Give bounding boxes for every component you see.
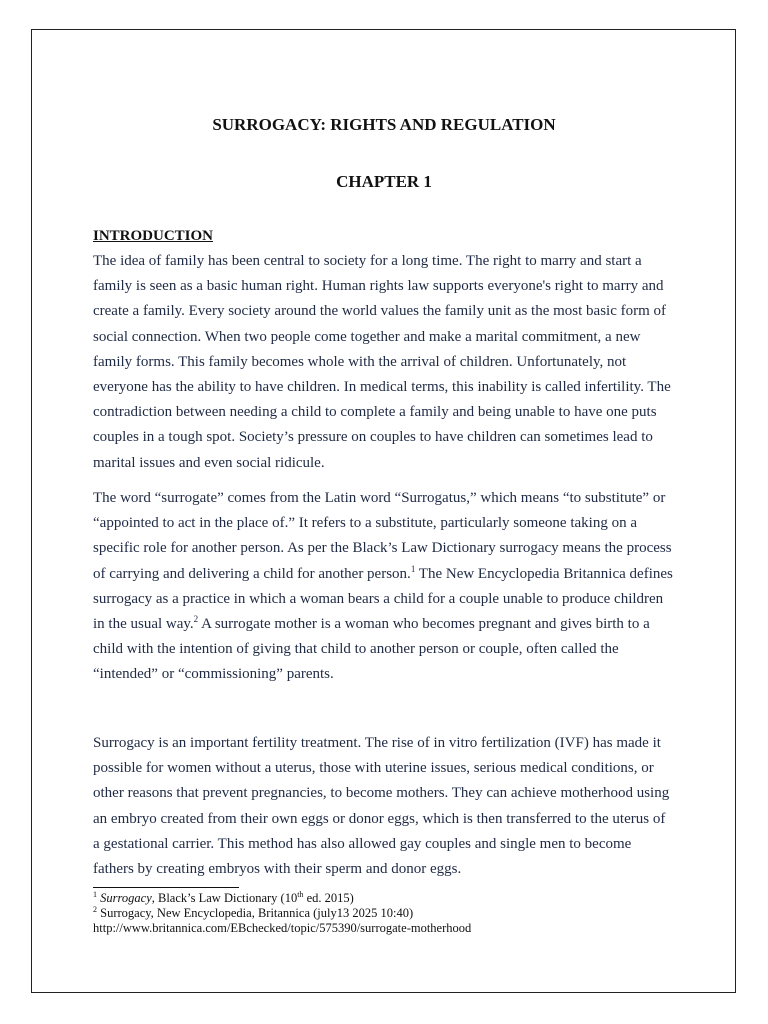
footnote-citation-title: Surrogacy (100, 891, 152, 905)
footnote-text: Surrogacy, New Encyclopedia, Britannica (july13 2025 10:40) (97, 906, 414, 920)
footnotes (93, 891, 683, 936)
paragraph-text: The word “surrogate” comes from the Latin word “Surrogatus,” which means “to substitute” or “appointed to act in the place of.” It refers to a substitute, particularly someone taking on a specific role for another person. As per the Black’s Law Dictionary surrogacy means the process of carrying and delivering a child for another person. (93, 490, 672, 582)
footnote-mark: 2 (93, 904, 97, 914)
footnote-reference-1[interactable]: 1 (410, 563, 416, 574)
paragraph-family: The idea of family has been central to society for a long time. The right to marry and start a family is seen as a basic human right. Human rights law supports everyone's right to marry and create a family. Every society around the world values the family unit as the most basic form of social connection. When two people come together and make a marital commitment, a new family forms. This family becomes whole with the arrival of children. Unfortunately, not everyone has the ability to have children. In medical terms, this inability is called infertility. The contradiction between needing a child to complete a family and being unable to have one puts couples in a tough spot. Society’s pressure on couples to have children can sometimes lead to marital issues and even social ridicule. (93, 253, 671, 471)
footnote-text: , Black’s Law Dictionary (10 (151, 891, 298, 905)
paragraph-text: The New Encyclopedia Britannica defines surrogacy as a practice in which a woman bears a child for a couple unable to produce children in the usual way. (93, 565, 673, 633)
paragraph-surrogate-definition (93, 486, 675, 688)
footnote-text: ed. 2015) (303, 891, 354, 905)
footnote-mark: 1 (93, 889, 97, 899)
footnote-2 (93, 906, 683, 921)
footnote-1 (93, 891, 683, 906)
footnote-reference-2[interactable]: 2 (193, 614, 199, 625)
footnote-url[interactable]: http://www.britannica.com/EBchecked/topic/575390/surrogate-motherhood (93, 921, 472, 935)
footnote-superscript: th (297, 889, 304, 899)
section-heading: INTRODUCTION (93, 228, 214, 244)
footnote-separator (93, 887, 239, 888)
document-title: SURROGACY: RIGHTS AND REGULATION (212, 115, 556, 134)
chapter-heading: CHAPTER 1 (336, 172, 432, 191)
paragraph-text: A surrogate mother is a woman who becomes pregnant and gives birth to a child with the intention of giving that child to another person or couple, often called the “intended” or “commissioning” parents. (93, 616, 650, 683)
paragraph-fertility-treatment: Surrogacy is an important fertility treatment. The rise of in vitro fertilization (IVF) has made it possible for women without a uterus, those with uterine issues, serious medical conditions, or other reasons that prevent pregnancies, to become mothers. They can achieve motherhood using an embryo created from their own eggs or donor eggs, which is then transferred to the uterus of a gestational carrier. This method has also allowed gay couples and single men to become fathers by creating embryos with their sperm and donor eggs. (93, 735, 670, 878)
